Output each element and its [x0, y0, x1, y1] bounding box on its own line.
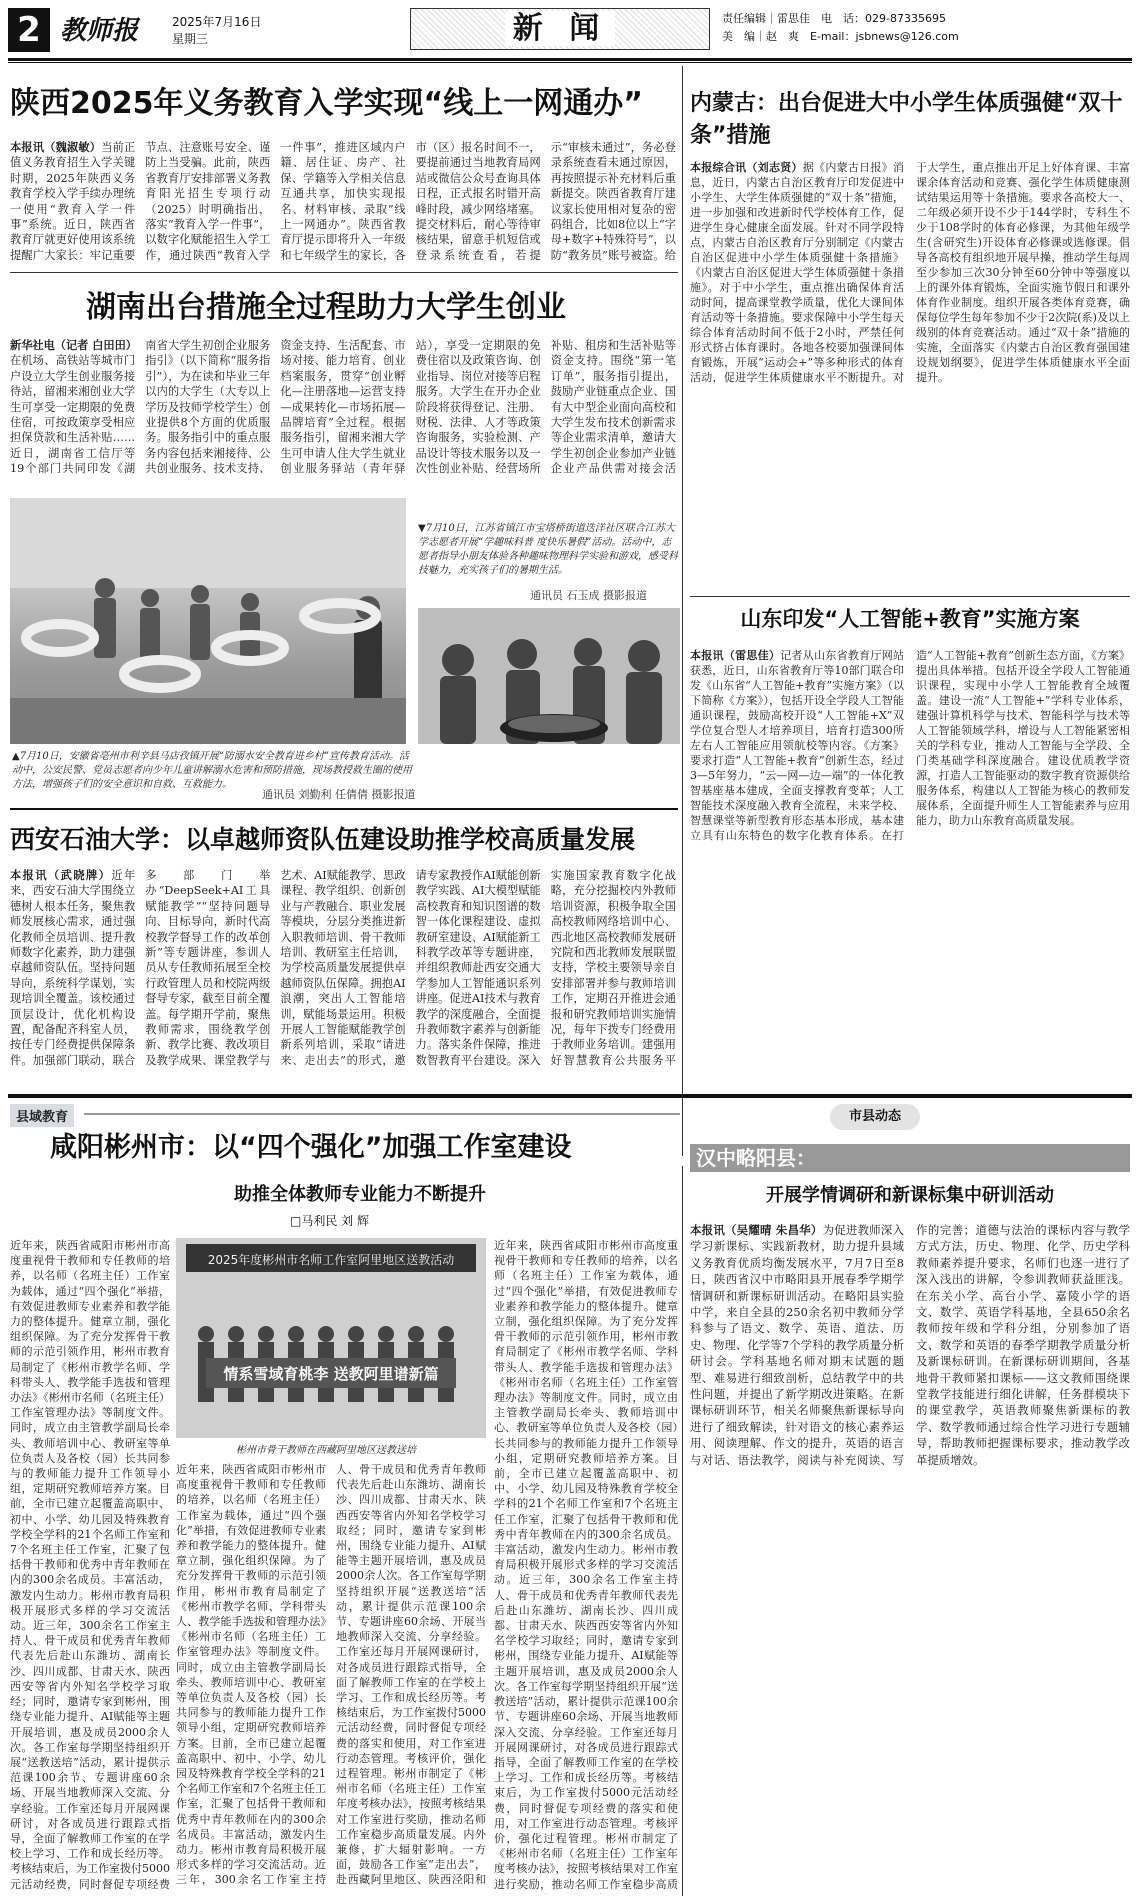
divider-2	[10, 808, 678, 810]
page-number: 2	[8, 8, 50, 52]
photo2-credit: 通讯员 石玉成 摄影报道	[530, 589, 647, 602]
photo1-credit: 通讯员 刘勤利 任倩倩 摄影报道	[262, 788, 416, 801]
a6-body-col2: 近年来，陕西省咸阳市彬州市高度重视骨干教师和专任教师的培养，以名师（名班主任）工作室为载体，通过“四个强化”举措，有效促进教师专业素养和教学能力的整体提升。健章立制，强化组织保障。为了充分发挥骨干教师的示范引领作用，彬州市教育局制定了《彬州市教学名师、学科带头人、教学能手选拔和管理办法》《彬州市名师（名班主任）工作室管理办法》等制度文件。同时，成立由主管教学副局长牵头、教师培训中心、教研室等单位负责人及各校（园）长共同参与的教师能力提升工作领导小组，定期研究教师培养方案。目前，全市已建立起覆盖高职中、初中、小学、幼儿园及特殊教育学校全学科的21个名师工作室和7个名班主任工作室，汇聚了包括骨干教师和优秀中青年教师在内的300余名成员。丰富活动，激发内生动力。彬州市教育局积极开展形式多样的学习交流活动。近三年，300余名工作室主持人、骨干成员和优秀青年教师代表先后赴山东潍坊、湖南长沙、四川成都、甘肃天水、陕西西安等省内外知名学校学习取经；同时，邀请专家到彬州，围绕专业能力提升、AI赋能等主题开展培训，惠及成员2000余人次。各工作室每学期坚持组织开展“送教送培”活动，累计提供示范课100余节、专题讲座60余场、开展当地教师深入交流、分享经验。工作室还每月开展网课研讨，对各成员进行跟踪式指导，全面了解教师工作室的在学校上学习、工作和成长经历等。考核结束后，为工作室拨付5000元活动经费，同时督促专项经费的落实和使用，对工作室进行动态管理。考核评价，强化过程管理。彬州市制定了《彬州市名师（名班主任）工作室年度考核办法》，按照考核结果对工作室进行奖励，推动名师工作室稳步高质量发展。内外兼修，扩大辐射影响。一方面，鼓励各工作室“走出去”，赴西藏阿里地区、陕西泾阳和	[176, 1463, 486, 1887]
a1-headline: 陕西2025年义务教育入学实现“线上一网通办”	[10, 86, 643, 121]
photo1-caption: ▲7月10日，安徽省亳州市利辛县马店孜镇开展“防溺水安全教育进乡村”宣传教育活动。活动中，公安民警、党员志愿者向少年儿童讲解溺水危害和预防措施，现场教授救生圈的使用方法，增强孩子们的安全意识和自救、互救能力。	[12, 751, 412, 790]
column-divider	[682, 66, 683, 1156]
a7-section-tag: 市县动态	[830, 1104, 920, 1130]
a1-body: 本报讯（魏淑敏）当前正值义务教育招生入学关键时期，2025年陕西义务教育学校入学手续办理统一使用“教育入学一件事”系统。近日，陕西省教育厅就更好使用该系统提醒广大家长：牢记重要节点、注意账号安全、谨防上当受骗。此前，陕西省教育厅安排部署义务教育阳光招生专项行动（2025）时明确指出，落实“教育入学一件事”，以数字化赋能招生入学工作，通过陕西“教育入学一件事”，推进区域内户籍、居住证、房产、社保、学籍等入学相关信息互通共享，加快实现报名、材料审核、录取“线上一网通办”。陕西省教育厅提示即将升入一年级和七年级学生的家长，各市（区）报名时间不一，要提前通过当地教育局网站或微信公众号查询具体日程，正式报名时错开高峰时段，减少网络堵塞。提交材料后，耐心等待审核结果，留意手机短信或登录系统查看，若提示“审核未通过”，务必登录系统查看未通过原因，再按照提示补充材料后重新提交。陕西省教育厅建议家长使用相对复杂的密码组合，比如8位以上“字母+数字+特殊符号”，以防“教务员”账号被盗。给	[10, 141, 676, 262]
a6-subtitle: 助推全体教师专业能力不断提升	[234, 1184, 486, 1205]
a5-headline: 山东印发“人工智能+教育”实施方案	[740, 607, 1080, 631]
photo3-banner: 2025年度彬州市名师工作室阿里地区送教活动	[207, 1253, 455, 1267]
photo-binzhou-teachers	[176, 1238, 486, 1438]
a2-headline: 湖南出台措施全过程助力大学生创业	[86, 290, 566, 325]
issue-weekday: 星期三	[172, 32, 209, 46]
a6-body-col1: 近年来，陕西省咸阳市彬州市高度重视骨干教师和专任教师的培养，以名师（名班主任）工作室为载体，通过“四个强化”举措，有效促进教师专业素养和教学能力的整体提升。健章立制，强化组织保障。为了充分发挥骨干教师的示范引领作用，彬州市教育局制定了《彬州市教学名师、学科带头人、教学能手选拔和管理办法》《彬州市名师（名班主任）工作室管理办法》等制度文件。同时，成立由主管教学副局长牵头、教师培训中心、教研室等单位负责人及各校（园）长共同参与的教师能力提升工作领导小组，定期研究教师培养方案。目前，全市已建立起覆盖高职中、初中、小学、幼儿园及特殊教育学校全学科的21个名师工作室和7个名班主任工作室，汇聚了包括骨干教师和优秀中青年教师在内的300余名成员。丰富活动，激发内生动力。彬州市教育局积极开展形式多样的学习交流活动。近三年，300余名工作室主持人、骨干成员和优秀青年教师代表先后赴山东潍坊、湖南长沙、四川成都、甘肃天水、陕西西安等省内外知名学校学习取经；同时，邀请专家到彬州，围绕专业能力提升、AI赋能等主题开展培训，惠及成员2000余人次。各工作室每学期坚持组织开展“送教送培”活动，累计提供示范课100余节、专题讲座60余场、开展当地教师深入交流、分享经验。工作室还每月开展网课研讨，对各成员进行跟踪式指导，全面了解教师工作室的在学校上学习、工作和成长经历等。考核结束后，为工作室拨付5000元活动经费，同时督促专项经费	[10, 1239, 170, 1891]
a4-body: 本报综合讯（刘志贤）据《内蒙古日报》消息，近日，内蒙古自治区教育厅印发促进中小学生、大学生体质强健的“双十条”措施，进一步加强和改进新时代学校体育工作，促进学生身心健康全面发展。针对不同学段特点，内蒙古自治区教育厅分别制定《内蒙古自治区促进中小学生体质强健十条措施》《内蒙古自治区促进大学生体质强健十条措施》。对于中小学生，重点推出确保体育活动时间，提高课堂教学质量，优化大课间体育活动等十条措施。要求保障中小学生每天综合体育活动时间不低于2小时，严禁任何形式挤占体育课时。各地各校要加强课间体育锻炼，开展“运动会+”等多种形式的体育活动，促进学生体质健康水平不断提升。对于大学生，重点推出开足上好体育课、丰富课余体育活动和竞赛、强化学生体质健康测试结果运用等十条措施。要求各高校大一、二年级必须开设不少于144学时，专科生不少于108学时的体育必修课，为其他年级学生(含研究生)开设体育必修课或选修课。倡导各高校有组织地开展早操，推动学生每周至少参加三次30分钟至60分钟中等强度以上的课外体育锻炼，全面实施节假日和课外体育作业制度。组织开展各类体育竞赛，确保每位学生每年参加不少于2次院(系)及以上级别的体育竞赛活动。通过“双十条”措施的实施，全面落实《内蒙古自治区教育强国建设规划纲要》，促进学生体质健康水平全面提升。	[690, 161, 1130, 384]
a4-headline: 内蒙古：出台促进大中小学生体质强健“双十条”措施	[690, 91, 1123, 148]
divider-1	[10, 272, 678, 273]
column-divider-bottom	[682, 1166, 683, 1896]
photo2-caption: ▼7月10日，江苏省镇江市宝塔桥街道迭洋社区联合江苏大学志愿者开展“学趣味科普 度快乐暑假”活动。活动中，志愿者指导小朋友体验各种趣味物理科学实验和游戏，感受科技魅力，充实孩子们的暑期生活。	[418, 523, 678, 576]
a6-body-col3: 近年来，陕西省咸阳市彬州市高度重视骨干教师和专任教师的培养，以名师（名班主任）工作室为载体，通过“四个强化”举措，有效促进教师专业素养和教学能力的整体提升。健章立制，强化组织保障。为了充分发挥骨干教师的示范引领作用，彬州市教育局制定了《彬州市教学名师、学科带头人、教学能手选拔和管理办法》《彬州市名师（名班主任）工作室管理办法》等制度文件。同时，成立由主管教学副局长牵头、教师培训中心、教研室等单位负责人及各校（园）长共同参与的教师能力提升工作领导小组，定期研究教师培养方案。目前，全市已建立起覆盖高职中、初中、小学、幼儿园及特殊教育学校全学科的21个名师工作室和7个名班主任工作室，汇聚了包括骨干教师和优秀中青年教师在内的300余名成员。丰富活动，激发内生动力。彬州市教育局积极开展形式多样的学习交流活动。近三年，300余名工作室主持人、骨干成员和优秀青年教师代表先后赴山东潍坊、湖南长沙、四川成都、甘肃天水、陕西西安等省内外知名学校学习取经；同时，邀请专家到彬州，围绕专业能力提升、AI赋能等主题开展培训，惠及成员2000余人次。各工作室每学期坚持组织开展“送教送培”活动，累计提供示范课100余节、专题讲座60余场、开展当地教师深入交流、分享经验。工作室还每月开展网课研讨，对各成员进行跟踪式指导，全面了解教师工作室的在学校上学习、工作和成长经历等。考核结束后，为工作室拨付5000元活动经费，同时督促专项经费的落实和使用，对工作室进行动态管理。考核评价，强化过程管理。彬州市制定了《彬州市名师（名班主任）工作室年度考核办法》，按照考核结果对工作室进行奖励，推动名师工作室稳步高质	[494, 1239, 678, 1891]
masthead-logo: 教师报	[60, 16, 139, 46]
a3-headline: 西安石油大学：以卓越师资队伍建设助推学校高质量发展	[10, 825, 636, 854]
a7-headline: 开展学情调研和新课标集中研训活动	[766, 1185, 1054, 1206]
a6-headline: 咸阳彬州市：以“四个强化”加强工作室建设	[50, 1132, 572, 1163]
a6-byline: □马利民 刘 辉	[290, 1214, 369, 1228]
a3-body: 本报讯（武晓牌）近年来，西安石油大学围绕立德树人根本任务，聚焦教师发展核心需求，通过强化教师全员培训、提升教师数字化素养，助力建强卓越师资队伍。坚持问题导向，系统科学谋划，实现培训全覆盖。该校通过顶层设计，优化机构设置，配备配齐科室人员，按任专门经费提供保障条件。加强部门联动，联合多部门举办“DeepSeek+AI工具赋能教学”“坚持问题导向、目标导向，新时代高校教学督导工作的改革创新”等专题讲座，参训人员从专任教师拓展至全校行政管理人员和校院两级督导专家，截至目前全覆盖。每学期开学前，聚焦教师需求，围绕教学创新、教学比赛、教改项目及教学成果、课堂教学与艺术、AI赋能教学、思政课程、教学组织、创新创业与产教融合、职业发展等模块，分层分类推进新入职教师培训、骨干教师培训、教研室主任培训，为学校高质量发展提供卓越师资队伍保障。拥抱AI浪潮，突出人工智能培训，赋能场景运用。积极开展人工智能赋能教学创新系列培训，采取“请进来、走出去”的形式，邀请专家教授作AI赋能创新教学实践、AI大模型赋能高校教育和知识图谱的数智一体化课程建设、虚拟教研室建设、AI赋能新工科教学改革等专题讲座，并组织教师赴西安交通大学参加人工智能通识系列讲座。促进AI技术与教育教学的深度融合，全面提升教师数字素养与创新能力。落实条件保障，推进数智教育平台建设。深入实施国家教育数字化战略，充分挖掘校内外教师培训资源，积极争取全国高校教师网络培训中心、西北地区高校教师发展研究院和西北教师发展联盟支持，学校主要领导亲自安排部署并参与教师培训工作，定期召开推进会通报和研究教师培训实施情况，每年下拨专门经费用于教师业务培训。建强用好智慧教育公共服务平	[10, 869, 676, 1067]
header-rule-thin	[8, 62, 1132, 63]
editor-info	[722, 10, 1132, 46]
photo3-caption: 彬州市骨干教师在西藏阿里地区送教送培	[236, 1445, 416, 1456]
header-rule	[8, 58, 1132, 61]
issue-date: 2025年7月16日	[172, 15, 262, 29]
a6-section-tag: 县域教育	[10, 1104, 74, 1127]
phone-label: 电 话：029-87335695	[821, 12, 946, 25]
photo-drowning-prevention-art	[10, 498, 406, 744]
band-rule	[8, 1094, 1132, 1098]
photo3-slogan: 情系雪域育桃李 送教阿里谱新篇	[223, 1365, 439, 1383]
email-label: E-mail：jsbnews@126.com	[810, 30, 959, 43]
editor-label: 责任编辑｜雷思佳	[722, 12, 810, 25]
photo-binzhou-teachers-art	[176, 1238, 486, 1438]
a7-location-banner: 汉中略阳县：	[690, 1144, 1130, 1172]
art-label: 美 编｜赵 爽	[722, 30, 799, 43]
a7-body: 本报讯（吴耀晴 朱昌华）为促进教师深入学习新课标、实践新教材，助力提升县域义务教育优质均衡发展水平，7月7日至8日，陕西省汉中市略阳县开展春季学期学情调研和新课标研训活动。在略阳县实验中学，来自全县的250余名初中教师分学科参与了语文、数学、英语、道法、历史、物理、化学等7个学科的教学质量分析研讨会。学科基地名师对期末试题的题型、难易进行细致剖析，总结教学中的共性问题，并提出了新学期改进策略。在新课标研训环节，相关名师聚焦新课标导向进行了细致解读，针对语文的核心素养运用、阅读理解、作文的提升，英语的语言与对话、语法教学，阅读与补充阅读、写作的完善；道德与法治的课标内容与教学方式方法，历史、物理、化学、历史学科教师素养提升要求，名师们也逐一进行了深入浅出的讲解，令参训教师获益匪浅。在东关小学、高台小学、嘉陵小学的语文、数学、英语学科基地，全县650余名教师按年级和学科分组，分别参加了语文、数学和英语的春季学期教学质量分析及新课标研训。在新课标研训期间，各基地骨干教师紧扣课标——这文教师围绕课堂教学技能进行细化讲解，任务群模块下的课堂教学，英语教师聚焦新课标的教学、数学教师通过综合性学习进行专题辅导，帮助教师把握课标要求，推动教学改革提质增效。	[690, 1223, 1130, 1467]
photo-drowning-prevention	[10, 498, 406, 744]
section-title: 新 闻	[410, 8, 710, 50]
photo-science-fun-art	[418, 608, 680, 744]
dateline	[172, 14, 261, 48]
photo-science-fun	[418, 608, 680, 744]
a5-body: 本报讯（雷思佳）记者从山东省教育厅网站获悉，近日，山东省教育厅等10部门联合印发《山东省“人工智能+教育”实施方案》（以下简称《方案》），包括开设全学段人工智能通识课程，鼓励高校开设“人工智能+X”双学位复合型人才培养项目，培育打造300所左右人工智能应用领航校等内容。《方案》要求打造“人工智能+教育”创新生态，经过3—5年努力，“云—网—边—端”的一体化教智基座基本建成，全面支撑教育变革；人工智能技术深度融入教育全流程，未来学校、智慧课堂等新型教育形态基本形成，基本建立具有山东特色的数字化教育体系。在打造“人工智能+教育”创新生态方面，《方案》提出具体举措。包括开设全学段人工智能通识课程，实现中小学人工智能教育全域覆盖。建设一流“人工智能+”学科专业体系，建强计算机科学与技术、智能科学与技术等人工智能领域学科，增设与人工智能紧密相关的学科专业，推动人工智能与全学段、全门类基础学科深度融合。建设优质教学资源，打造人工智能驱动的数字教育资源供给服务体系，构建以人工智能为核心的教师发展体系，全面提升师生人工智能素养与应用能力，助力山东教育高质量发展。	[690, 649, 1130, 842]
a2-body: 新华社电（记者 白田田）在机场、高铁站等城市门户设立大学生创业服务接待站，留湘来湘创业大学生可享受一定期限的免费住宿，可按政策享受相应担保贷款和生活补贴……近日，湖南省工信厅等19个部门共同印发《湖南省大学生初创企业服务指引》（以下简称“服务指引”），为在读和毕业三年以内的大学生（大专以上学历及技师学校学生）创业提供8个方面的优质服务。服务指引中的重点服务内容包括来湘接待、公共创业服务、技术支持、资金支持、生活配套、市场对接、能力培育、创业档案服务，贯穿“创业孵化—注册落地—运营支持—成果转化—市场拓展—品牌培育”全过程。根据服务指引，留湘来湘大学生可申请人住大学生就业创业服务驿站（青年驿站），享受一定期限的免费住宿以及政策咨询、创业指导、岗位对接等启程服务。大学生在开办企业阶段将获得登记、注册、财税、法律、人才等政策咨询服务，实验检测、产品设计等技术服务以及一次性创业补贴、经营场所补贴、租房和生活补贴等资金支持。围绕“第一笔订单”，服务指引提出，鼓励产业链重点企业、国有大中型企业面向高校和大学生发布技术创新需求等企业需求清单，邀请大学生初创企业参加产业链企业产品供需对接会活	[10, 339, 676, 476]
a6-tag-rule	[84, 1113, 680, 1115]
divider-r1	[690, 596, 1130, 597]
